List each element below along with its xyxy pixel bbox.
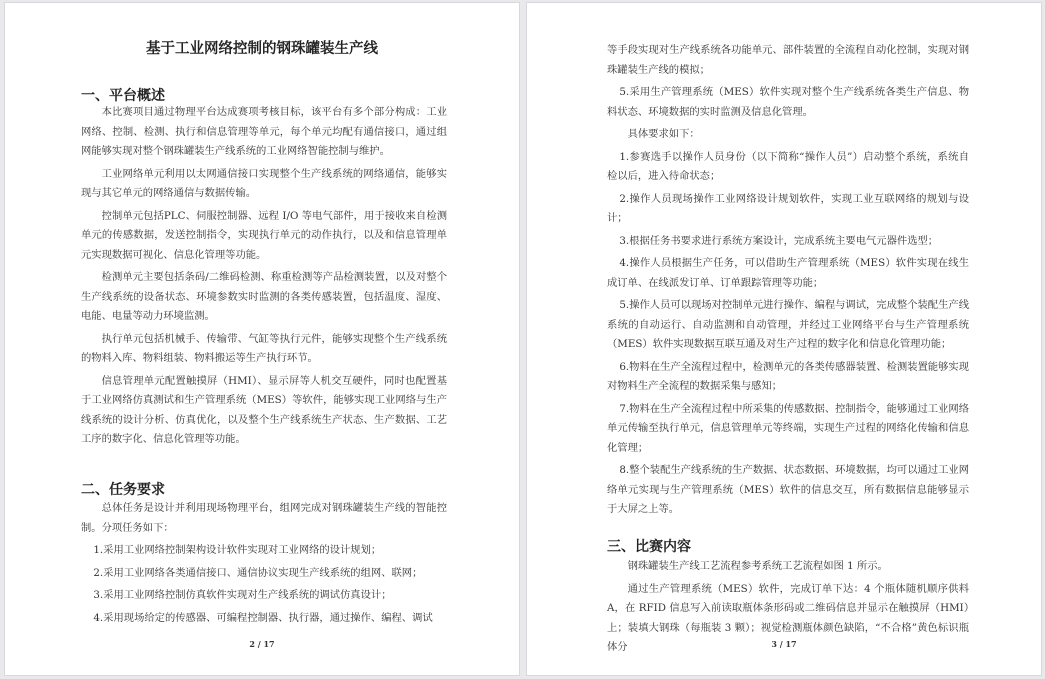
section-tasks-body [81,499,447,631]
list-item: 3.根据任务书要求进行系统方案设计，完成系统主要电气元器件选型； [619,234,939,247]
tasks-continuation-body [607,41,969,523]
paragraph: 信息管理单元配置触摸屏（HMI）、显示屏等人机交互硬件，同时也配置基于工业网络仿真测试和生产管理系统（MES）等软件，能够实现工业网络与生产线系统的设计分析、仿真优化，以及整个生产线系统生产状态、生产数据、工艺工序的数字化、信息化管理等功能。 [81,374,447,445]
list-item: 5.采用生产管理系统（MES）软件实现对整个生产线系统各类生产信息、物料状态、环境数据的实时监测及信息化管理。 [607,86,969,118]
section-heading-overview: 一、平台概述 [81,88,165,104]
section-overview-body [81,103,447,453]
paragraph: 工业网络单元利用以太网通信接口实现整个生产线系统的网络通信，能够实现与其它单元的网络通信与数据传输。 [81,167,447,199]
paragraph: 总体任务是设计并利用现场物理平台，组网完成对钢珠罐装生产线的智能控制。分项任务如下： [81,502,447,534]
list-item: 8.整个装配生产线系统的生产数据、状态数据、环境数据，均可以通过工业网络单元实现与生产管理系统（MES）软件的信息交互，所有数据信息能够显示于大屏之上等。 [607,464,969,515]
page-number: 2 / 17 [249,639,275,649]
paragraph: 通过生产管理系统（MES）软件，完成订单下达：4 个瓶体随机顺序供料 A，在 RFID 信息写入前读取瓶体条形码或二维码信息并显示在触摸屏（HMI）上；装填大钢珠（每瓶装 3 颗）；视觉检测瓶体颜色缺陷，“不合格”黄色标识瓶体分 [607,582,969,653]
list-item: 1.采用工业网络控制架构设计软件实现对工业网络的设计规划； [93,544,382,556]
list-item: 5.操作人员可以现场对控制单元进行操作、编程与调试，完成整个装配生产线系统的自动运行、自动监测和自动管理，并经过工业网络平台与生产管理系统（MES）软件实现数据互联互通及对生产过程的数字化和信息化管理功能； [607,299,969,350]
paragraph: 检测单元主要包括条码/二维码检测、称重检测等产品检测装置，以及对整个生产线系统的设备状态、环境参数实时监测的各类传感装置，包括温度、湿度、电能、电量等动力环境监测。 [81,271,447,322]
paragraph: 钢珠罐装生产线工艺流程参考系统工艺流程如图 1 所示。 [627,560,888,572]
section-heading-content: 三、比赛内容 [607,539,691,555]
list-item: 2.采用工业网络各类通信接口、通信协议实现生产线系统的组网、联网； [93,566,423,579]
section-heading-tasks: 二、任务要求 [81,482,165,498]
list-item: 3.采用工业网络控制仿真软件实现对生产线系统的调试仿真设计； [93,589,392,601]
paragraph: 执行单元包括机械手、传输带、气缸等执行元件，能够实现整个生产线系统的物料入库、物料组装、物料搬运等生产执行环节。 [81,332,447,364]
paragraph: 等手段实现对生产线系统各功能单元、部件装置的全流程自动化控制，实现对钢珠罐装生产线的模拟； [607,44,969,76]
requirements-heading: 具体要求如下： [627,128,700,140]
list-item: 6.物料在生产全流程过程中，检测单元的各类传感器装置、检测装置能够实现对物料生产全流程的数据采集与感知； [607,360,969,392]
list-item: 4.操作人员根据生产任务，可以借助生产管理系统（MES）软件实现在线生成订单、在线派发订单、订单跟踪管理等功能； [607,257,969,289]
document-page-right [526,2,1042,676]
list-item: 4.采用现场给定的传感器、可编程控制器、执行器，通过操作、编程、调试 [93,611,433,624]
page-number: 3 / 17 [771,639,797,649]
document-title: 基于工业网络控制的钢珠罐装生产线 [146,40,378,57]
document-page-left [4,2,520,676]
list-item: 7.物料在生产全流程过程中所采集的传感数据、控制指令，能够通过工业网络单元传输至执行单元，信息管理单元等终端，实现生产过程的网络化传输和信息化管理； [607,402,969,454]
list-item: 1.参赛选手以操作人员身份（以下简称“操作人员”）启动整个系统，系统自检以后，进入待命状态； [607,150,969,182]
paragraph: 控制单元包括PLC、伺服控制器、远程 I/O 等电气部件，用于接收来自检测单元的传感数据，发送控制指令，实现执行单元的动作执行，以及和信息管理单元实现数据可视化、信息化管理等功能。 [81,209,447,261]
paragraph: 本比赛项目通过物理平台达成赛项考核目标，该平台有多个部分构成：工业网络、控制、检测、执行和信息管理等单元，每个单元均配有通信接口，通过组网能够实现对整个钢珠罐装生产线系统的工业网络智能控制与维护。 [81,106,447,157]
list-item: 2.操作人员现场操作工业网络设计规划软件，实现工业互联网络的规划与设计； [607,192,969,224]
